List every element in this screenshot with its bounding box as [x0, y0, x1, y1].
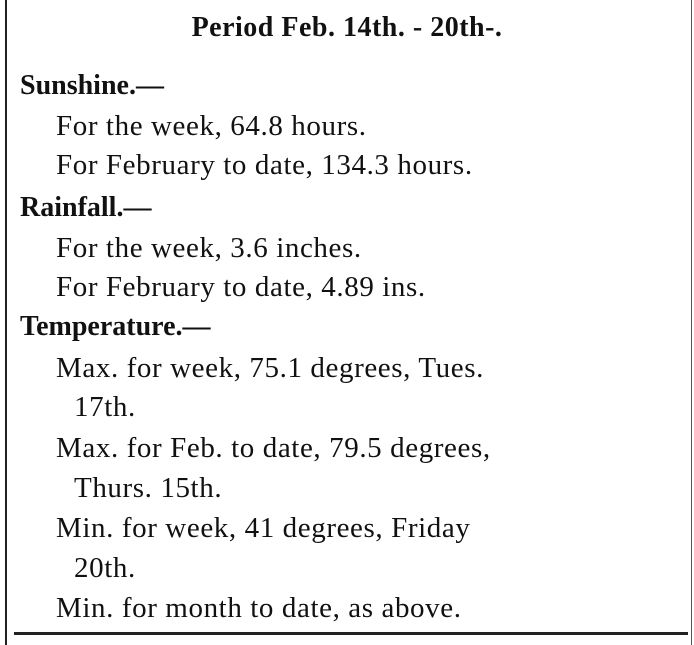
- temperature-min-week-continued: 20th.: [74, 552, 136, 584]
- rainfall-month-line: For February to date, 4.89 ins.: [56, 271, 426, 303]
- sunshine-week-line: For the week, 64.8 hours.: [56, 110, 367, 142]
- period-title: Period Feb. 14th. - 20th-.: [191, 12, 503, 43]
- left-border-rule: [5, 0, 7, 645]
- temperature-heading: Temperature.—: [20, 311, 211, 342]
- bottom-border-rule: [14, 632, 688, 635]
- temperature-min-week-line: Min. for week, 41 degrees, Friday: [56, 512, 471, 544]
- temperature-max-month-line: Max. for Feb. to date, 79.5 degrees,: [56, 432, 491, 464]
- right-border-rule: [691, 0, 692, 645]
- temperature-max-week-line: Max. for week, 75.1 degrees, Tues.: [56, 352, 484, 384]
- rainfall-week-line: For the week, 3.6 inches.: [56, 232, 362, 264]
- sunshine-heading: Sunshine.—: [20, 70, 164, 101]
- temperature-max-week-continued: 17th.: [74, 391, 136, 423]
- temperature-min-month-line: Min. for month to date, as above.: [56, 592, 462, 624]
- temperature-max-month-continued: Thurs. 15th.: [74, 472, 223, 504]
- sunshine-month-line: For February to date, 134.3 hours.: [56, 149, 473, 181]
- rainfall-heading: Rainfall.—: [20, 192, 152, 223]
